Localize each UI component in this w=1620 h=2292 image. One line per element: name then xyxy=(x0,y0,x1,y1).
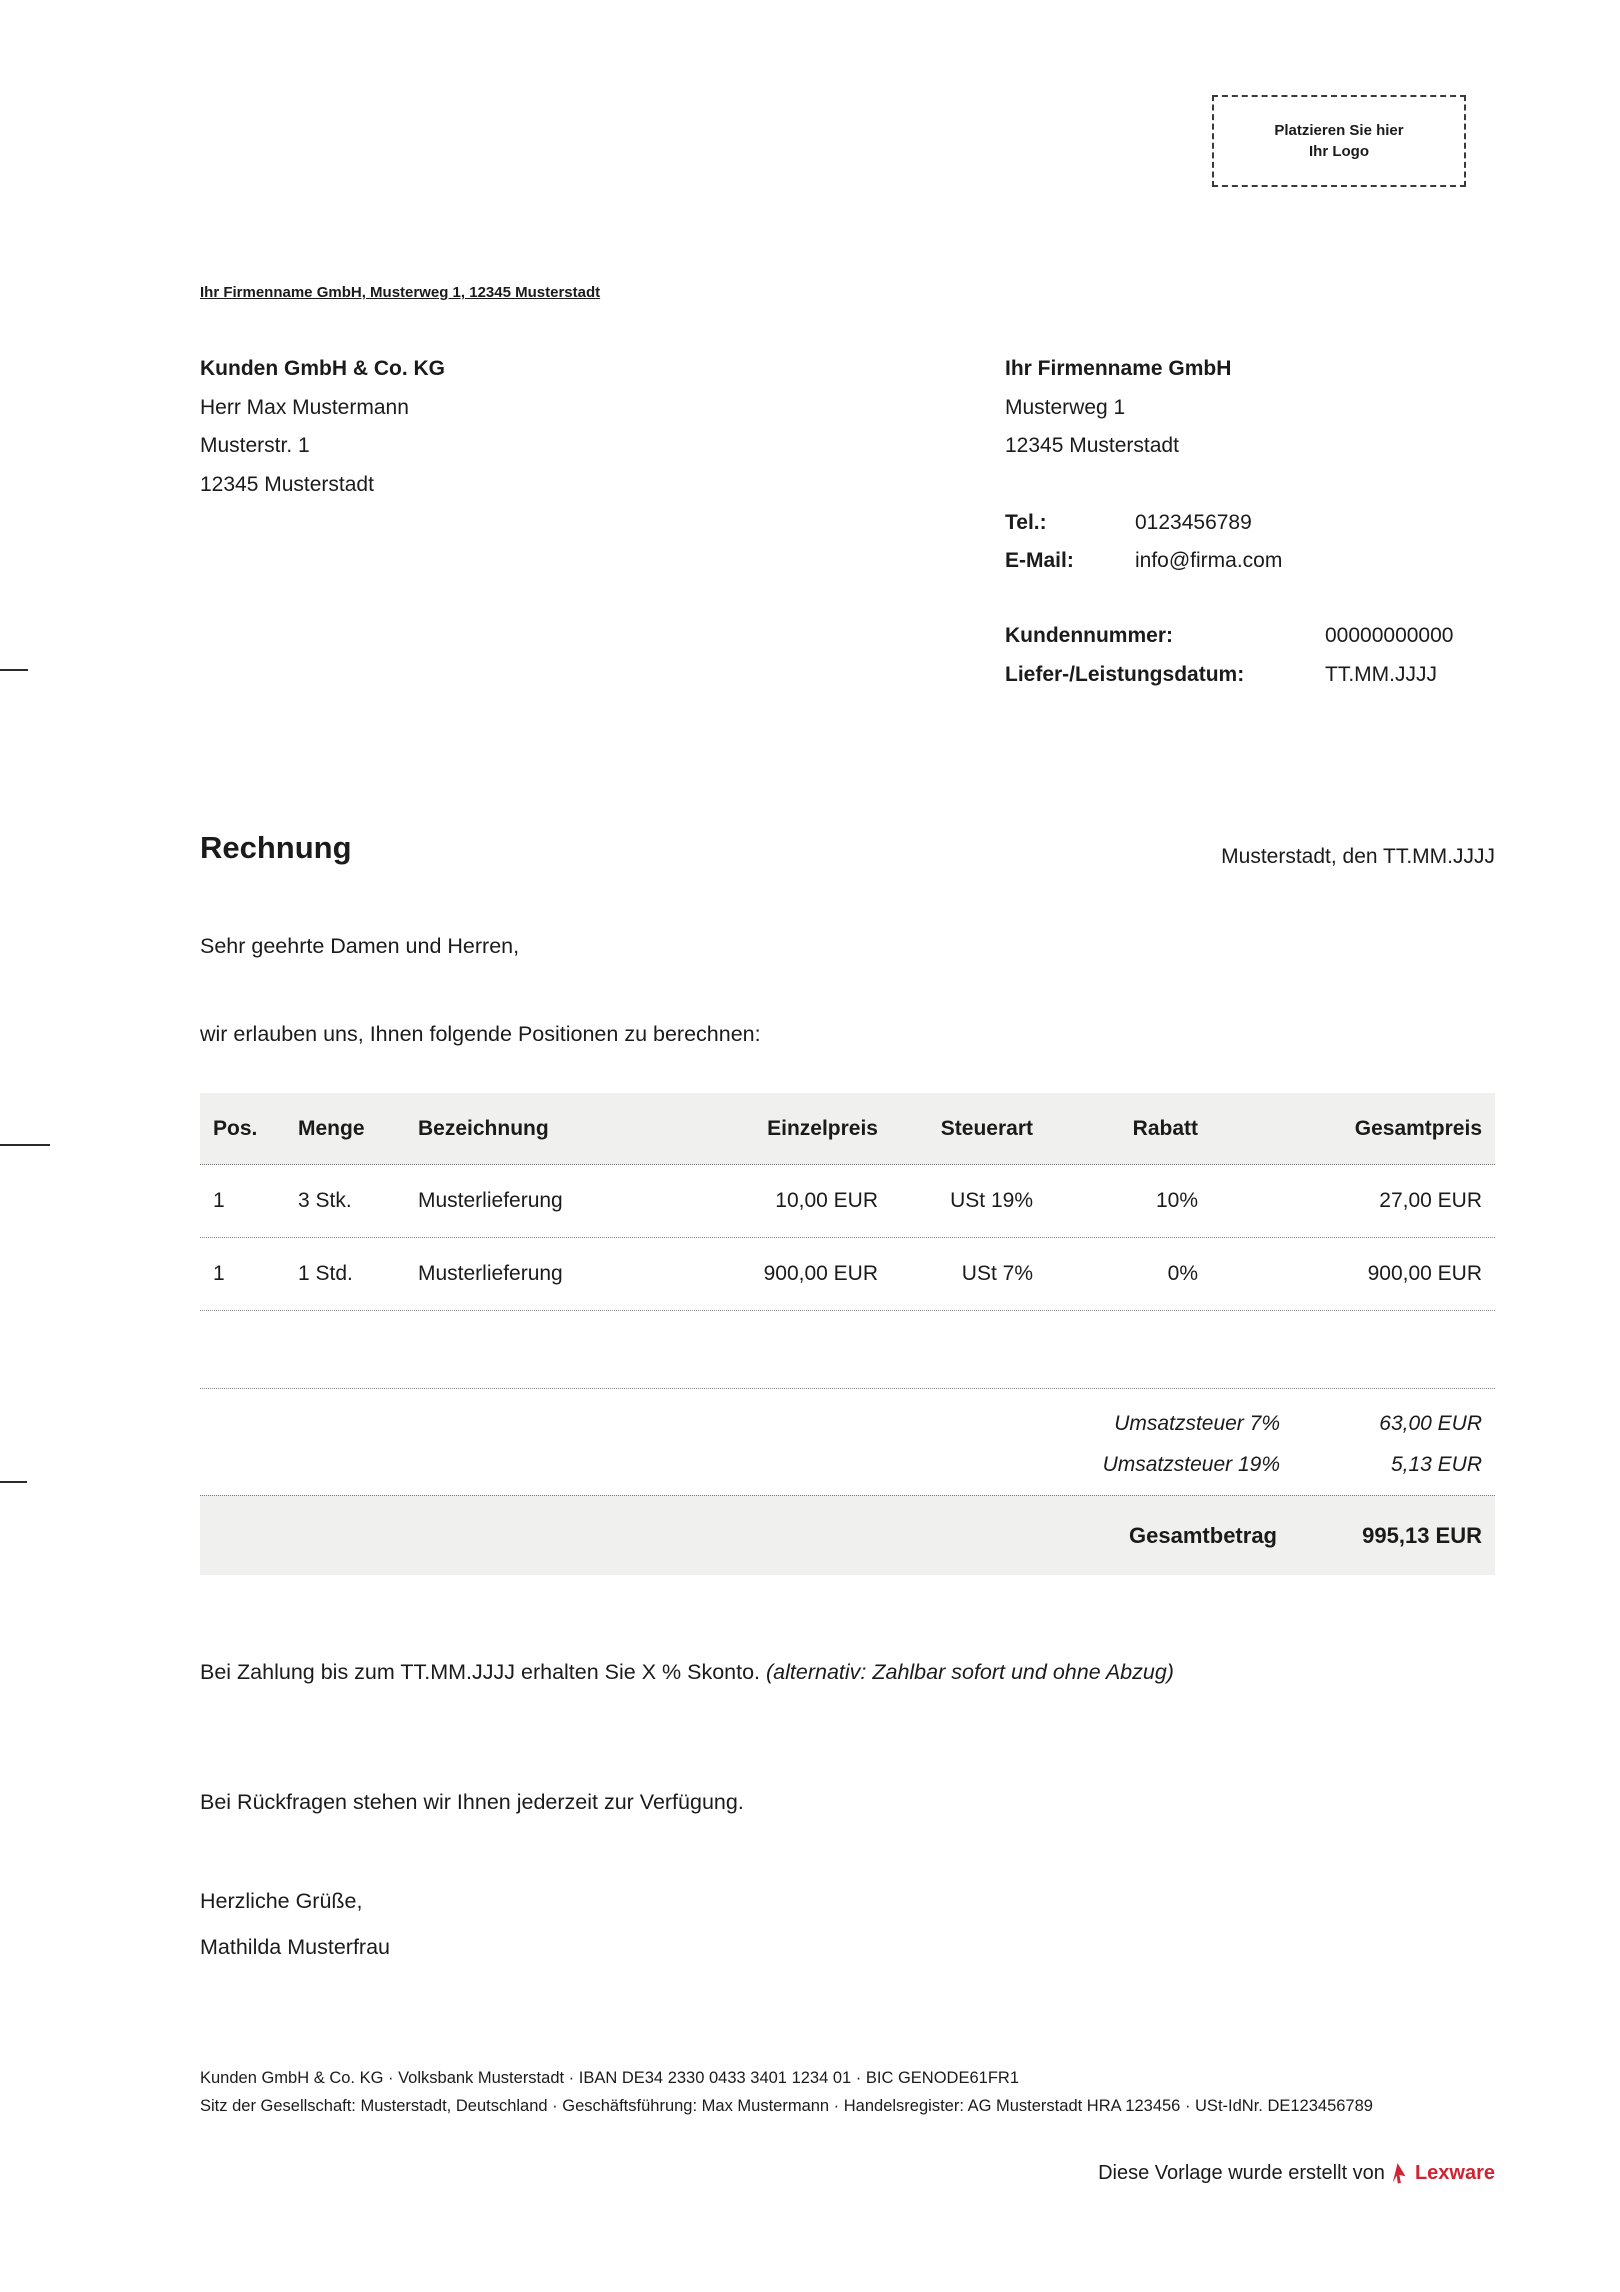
tax-label: Umsatzsteuer 19% xyxy=(1102,1453,1280,1476)
logo-placeholder xyxy=(1212,95,1466,187)
cell-bezeichnung: Musterlieferung xyxy=(418,1189,563,1212)
company-city: 12345 Musterstadt xyxy=(1005,434,1179,457)
grand-total-value: 995,13 EUR xyxy=(1362,1522,1482,1548)
customer-number-row xyxy=(1005,616,1515,655)
table-header-row xyxy=(200,1093,1495,1165)
email-row xyxy=(1005,542,1505,581)
fold-mark-middle xyxy=(0,1144,50,1146)
cell-gesamtpreis: 27,00 EUR xyxy=(1379,1189,1482,1212)
footer-legal-block xyxy=(200,2064,1560,2120)
cell-steuerart: USt 19% xyxy=(950,1189,1033,1212)
cell-menge: 1 Std. xyxy=(298,1262,353,1285)
tax-value: 5,13 EUR xyxy=(1390,1453,1482,1476)
col-header-einzelpreis: Einzelpreis xyxy=(767,1116,878,1140)
delivery-date-value: TT.MM.JJJJ xyxy=(1325,663,1437,686)
col-header-gesamtpreis: Gesamtpreis xyxy=(1354,1116,1482,1140)
closing-greeting: Herzliche Grüße, xyxy=(200,1889,363,1913)
tax-line xyxy=(213,1444,1482,1485)
table-row xyxy=(200,1238,1495,1311)
line-items-table xyxy=(200,1093,1495,1575)
delivery-date-row xyxy=(1005,655,1515,694)
invoice-meta-block xyxy=(1005,616,1515,694)
credit-text: Diese Vorlage wurde erstellt von xyxy=(1098,2162,1385,2184)
place-and-date: Musterstadt, den TT.MM.JJJJ xyxy=(1221,845,1495,868)
cell-rabatt: 0% xyxy=(1167,1262,1198,1285)
col-header-menge: Menge xyxy=(298,1116,365,1140)
salutation: Sehr geehrte Damen und Herren, xyxy=(200,934,520,958)
fold-mark-bottom xyxy=(0,1481,27,1483)
recipient-city: 12345 Musterstadt xyxy=(200,472,374,496)
table-spacer-row xyxy=(200,1311,1495,1389)
cell-gesamtpreis: 900,00 EUR xyxy=(1367,1262,1482,1285)
intro-line: wir erlauben uns, Ihnen folgende Positionen zu berechnen: xyxy=(200,1022,761,1046)
cell-bezeichnung: Musterlieferung xyxy=(418,1262,563,1285)
payment-terms-note xyxy=(200,1649,1500,1695)
logo-placeholder-line1: Platzieren Sie hier xyxy=(1274,122,1404,139)
recipient-company: Kunden GmbH & Co. KG xyxy=(200,357,445,380)
table-row xyxy=(200,1165,1495,1238)
company-contact-rows xyxy=(1005,504,1505,581)
col-header-rabatt: Rabatt xyxy=(1132,1116,1198,1140)
company-street: Musterweg 1 xyxy=(1005,395,1126,419)
phone-row xyxy=(1005,504,1505,543)
document-title: Rechnung xyxy=(200,830,352,865)
tax-label: Umsatzsteuer 7% xyxy=(1114,1412,1280,1435)
cell-rabatt: 10% xyxy=(1155,1189,1198,1212)
tax-summary xyxy=(200,1389,1495,1495)
lexware-cursor-icon xyxy=(1392,2163,1408,2185)
cell-einzelpreis: 900,00 EUR xyxy=(763,1262,878,1285)
template-credit xyxy=(1098,2162,1495,2185)
fold-mark-top xyxy=(0,669,28,671)
company-info-block xyxy=(1005,350,1505,581)
cell-pos: 1 xyxy=(213,1262,225,1285)
delivery-date-label: Liefer-/Leistungsdatum: xyxy=(1005,663,1245,686)
grand-total-label: Gesamtbetrag xyxy=(1129,1522,1277,1548)
cell-steuerart: USt 7% xyxy=(961,1262,1033,1285)
footer-registry-line: Sitz der Gesellschaft: Musterstadt, Deutschland · Geschäftsführung: Max Mustermann · Handelsregister: AG Musterstadt HRA 123456 · USt-IdNr. DE123456789 xyxy=(200,2097,1373,2115)
phone-label: Tel.: xyxy=(1005,510,1047,534)
company-name: Ihr Firmenname GmbH xyxy=(1005,357,1232,380)
col-header-bezeichnung: Bezeichnung xyxy=(418,1116,549,1140)
footer-bank-line: Kunden GmbH & Co. KG · Volksbank Musterstadt · IBAN DE34 2330 0433 3401 1234 01 · BIC GENODE61FR1 xyxy=(200,2069,1019,2087)
cell-einzelpreis: 10,00 EUR xyxy=(775,1189,878,1212)
tax-value: 63,00 EUR xyxy=(1379,1412,1482,1435)
email-label: E-Mail: xyxy=(1005,549,1074,572)
logo-placeholder-line2: Ihr Logo xyxy=(1309,143,1369,160)
recipient-street: Musterstr. 1 xyxy=(200,434,310,457)
cell-pos: 1 xyxy=(213,1189,225,1212)
phone-value: 0123456789 xyxy=(1135,510,1252,534)
cell-menge: 3 Stk. xyxy=(298,1189,352,1212)
recipient-name: Herr Max Mustermann xyxy=(200,395,409,419)
payment-terms-regular: Bei Zahlung bis zum TT.MM.JJJJ erhalten Sie X % Skonto. xyxy=(200,1660,767,1684)
closing-block xyxy=(200,1878,390,1970)
col-header-pos: Pos. xyxy=(213,1116,258,1140)
credit-brand-name: Lexware xyxy=(1414,2162,1495,2184)
signature-name: Mathilda Musterfrau xyxy=(200,1935,390,1959)
recipient-address-block xyxy=(200,350,445,504)
grand-total-band xyxy=(200,1495,1495,1575)
customer-number-value: 00000000000 xyxy=(1325,624,1454,647)
email-value: info@firma.com xyxy=(1135,549,1283,572)
customer-number-label: Kundennummer: xyxy=(1005,624,1173,647)
questions-note: Bei Rückfragen stehen wir Ihnen jederzeit zur Verfügung. xyxy=(200,1790,744,1814)
col-header-steuerart: Steuerart xyxy=(940,1116,1033,1140)
payment-terms-alternative: (alternativ: Zahlbar sofort und ohne Abzug) xyxy=(766,1660,1174,1684)
tax-line xyxy=(213,1403,1482,1444)
sender-return-address: Ihr Firmenname GmbH, Musterweg 1, 12345 Musterstadt xyxy=(200,284,601,301)
